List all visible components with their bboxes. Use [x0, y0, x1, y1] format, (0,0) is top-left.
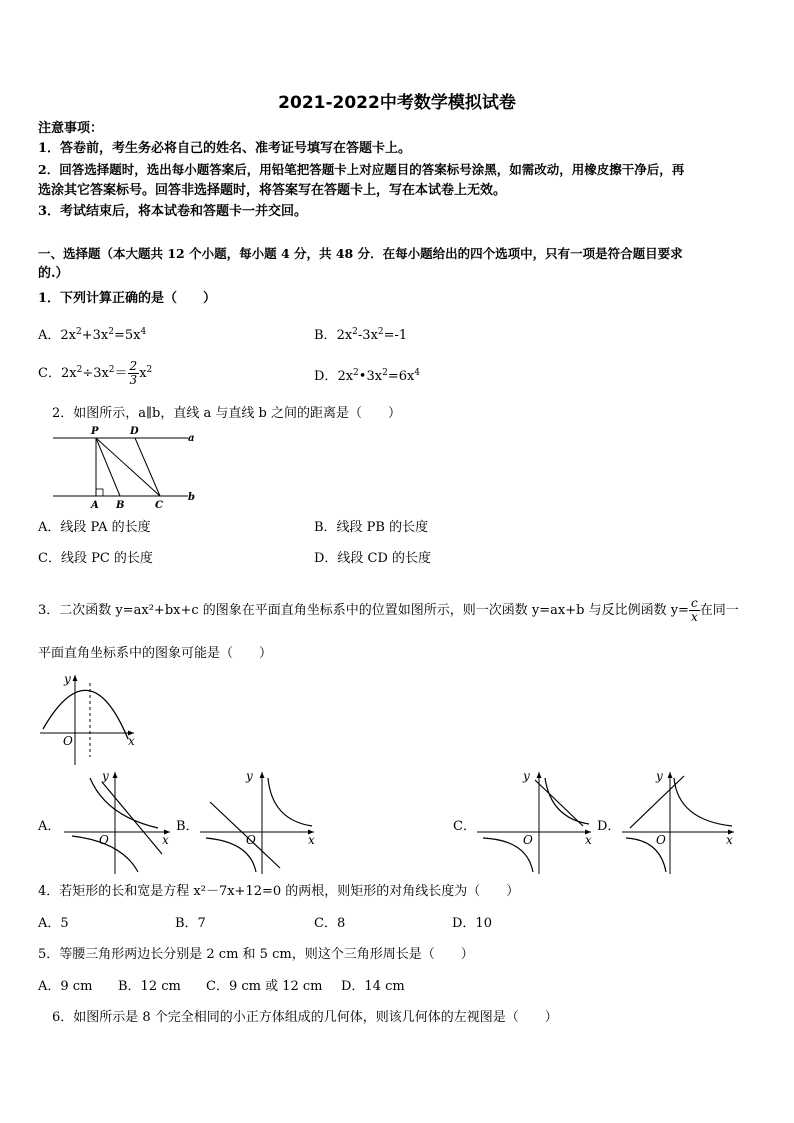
q4-stem: 4．若矩形的长和宽是方程 x²－7x+12=0 的两根，则矩形的对角线长度为（ ） [38, 884, 520, 899]
q3-option-a-graph [62, 768, 172, 876]
segment-PC [96, 438, 160, 496]
q2-option-b: B．线段 PB 的长度 [314, 520, 429, 535]
section-heading-line1: 一、选择题（本大题共 12 个小题，每小题 4 分，共 48 分．在每小题给出的四个选项中，只有一项是符合题目要求 [38, 246, 683, 261]
segment-PB [96, 438, 120, 496]
svg-text:x: x [308, 833, 315, 847]
q4-option-b: B．7 [175, 916, 206, 931]
svg-text:O: O [656, 833, 666, 847]
segment-CD [135, 438, 160, 496]
q1-stem: 1．下列计算正确的是（ ） [38, 291, 217, 306]
q4-option-d: D．10 [452, 916, 492, 931]
svg-text:y: y [64, 672, 71, 686]
q3-option-d-label: D． [597, 819, 621, 834]
label-A: A [91, 500, 99, 511]
svg-text:x: x [585, 833, 592, 847]
line-graph [102, 782, 162, 854]
label-B: B [116, 500, 125, 511]
q1-option-c: C．$2x^2\div 3x^2=$ $\frac{2}{3}$ $x^2$ [38, 359, 153, 387]
q1-option-a: A．$2x^2+3x^2=5x^4$ [38, 327, 147, 343]
svg-text:y: y [523, 769, 530, 783]
hyperbola-branch-1 [90, 778, 158, 828]
note-2b: 选涂其它答案标号。回答非选择题时，将答案写在答题卡上，写在本试卷上无效。 [38, 183, 507, 198]
right-angle-mark [96, 489, 103, 496]
svg-text:x: x [162, 833, 169, 847]
q4-option-c: C．8 [314, 916, 346, 931]
section-heading-line2: 的.） [38, 266, 69, 281]
q1-c-fraction: $\frac{2}{3}$ [129, 359, 138, 387]
q5-option-d: D．14 cm [341, 979, 405, 994]
svg-text:y: y [246, 769, 253, 783]
q2-figure [38, 424, 208, 514]
label-C: C [155, 500, 163, 511]
q2-option-a: A．线段 PA 的长度 [38, 520, 151, 535]
svg-text:y: y [656, 769, 663, 783]
q3-option-a-label: A． [38, 819, 61, 834]
label-a: a [188, 433, 195, 444]
q3-option-c-label: C． [453, 819, 476, 834]
q5-option-c: C．9 cm 或 12 cm [206, 979, 323, 994]
svg-text:O: O [523, 833, 533, 847]
q3-stem-line1: 3．二次函数 y=ax²+bx+c 的图象在平面直角坐标系中的位置如图所示，则一次函数 y=ax+b 与反比例函数 y= $\frac{c}{x}$ 在同一 [38, 596, 739, 624]
parabola-curve [43, 690, 128, 739]
label-b: b [188, 492, 195, 503]
note-2a: 2．回答选择题时，选出每小题答案后，用铅笔把答题卡上对应题目的答案标号涂黑，如需改动，用橡皮擦干净后，再 [38, 162, 685, 177]
svg-text:y: y [102, 769, 109, 783]
svg-text:O: O [246, 833, 256, 847]
note-3: 3．考试结束后，将本试卷和答题卡一并交回。 [38, 204, 308, 219]
svg-text:O: O [63, 734, 73, 748]
q4-option-a: A．5 [38, 916, 69, 931]
q3-option-b-graph [198, 768, 318, 876]
q2-stem: 2．如图所示，a∥b，直线 a 与直线 b 之间的距离是（ ） [52, 406, 401, 421]
q3-option-c-graph [475, 768, 595, 876]
q3-parabola-figure [38, 671, 138, 767]
q3-stem-line2: 平面直角坐标系中的图象可能是（ ） [38, 646, 273, 661]
page-title: 2021-2022中考数学模拟试卷 [278, 93, 516, 113]
notes-heading: 注意事项： [38, 121, 104, 136]
q2-option-d: D．线段 CD 的长度 [314, 551, 432, 566]
q5-option-a: A．9 cm [38, 979, 93, 994]
q3-fraction: $\frac{c}{x}$ [690, 596, 698, 624]
label-P: P [91, 426, 99, 437]
q2-option-c: C．线段 PC 的长度 [38, 551, 153, 566]
q5-stem: 5．等腰三角形两边长分别是 2 cm 和 5 cm，则这个三角形周长是（ ） [38, 947, 474, 962]
q6-stem: 6．如图所示是 8 个完全相同的小正方体组成的几何体，则该几何体的左视图是（ ） [52, 1010, 558, 1025]
q5-option-b: B．12 cm [118, 979, 181, 994]
q1-option-d: D．$2x^2•3x^2=6x^4$ [314, 368, 421, 384]
svg-text:O: O [99, 833, 109, 847]
label-D: D [130, 426, 139, 437]
q3-option-d-graph [620, 768, 738, 876]
q1-option-b: B．$2x^2-3x^2=-1$ [314, 327, 408, 343]
svg-text:x: x [726, 833, 733, 847]
svg-text:x: x [128, 734, 135, 748]
q3-option-b-label: B． [176, 819, 199, 834]
note-1: 1．答卷前，考生务必将自己的姓名、准考证号填写在答题卡上。 [38, 141, 412, 156]
